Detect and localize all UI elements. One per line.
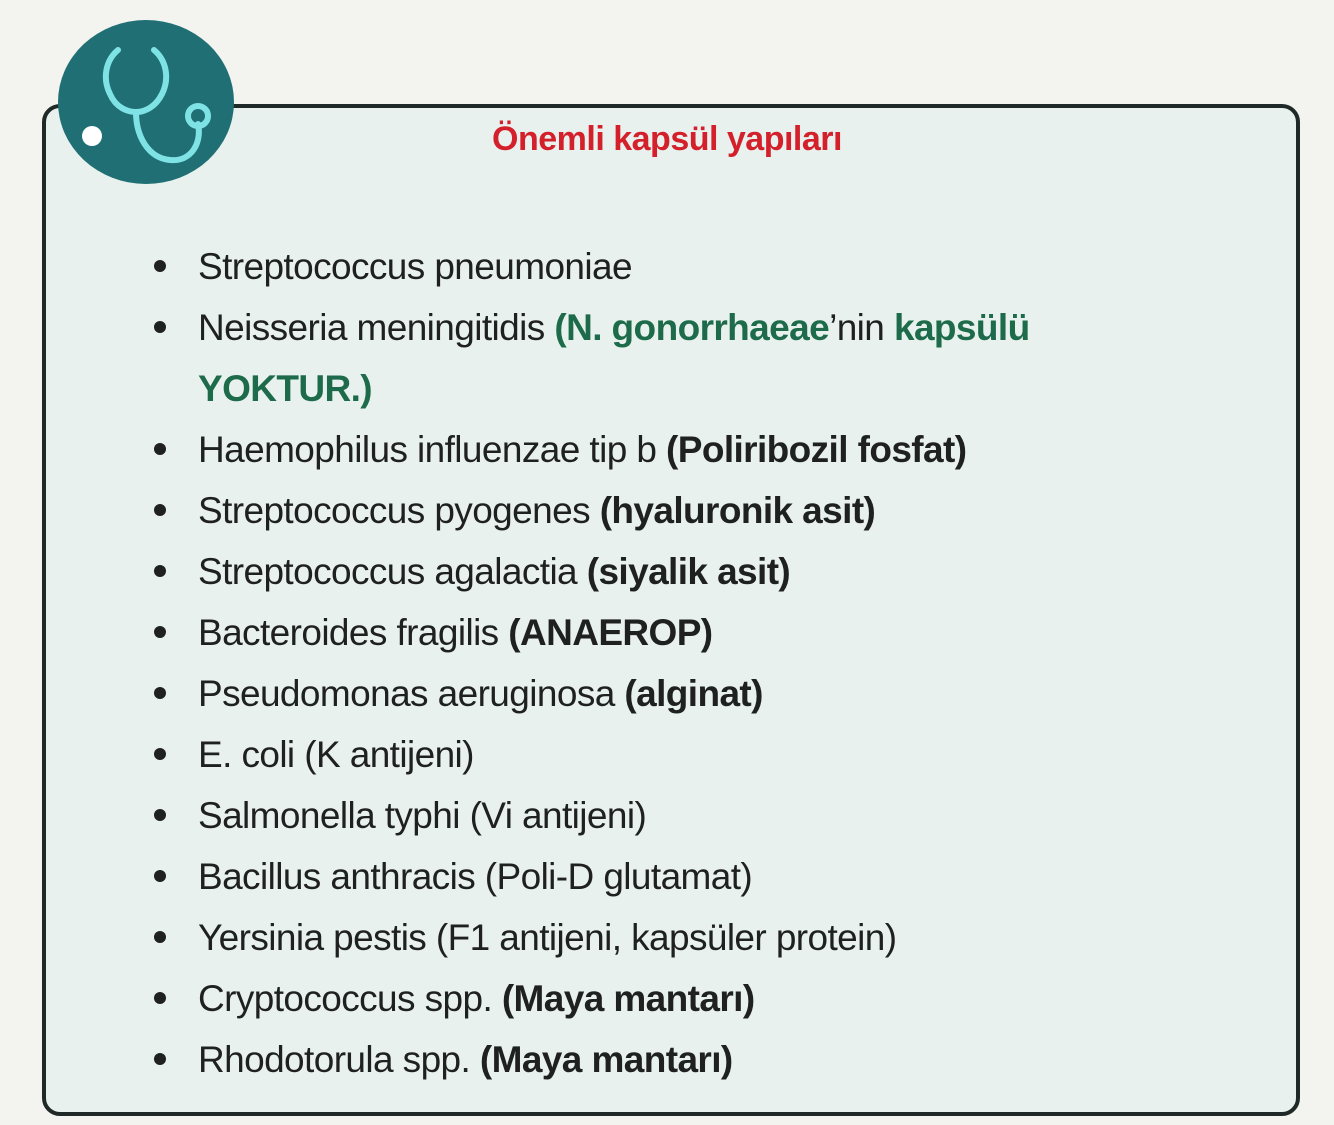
bullet-icon xyxy=(154,626,166,638)
organism-name: Neisseria meningitidis xyxy=(198,307,555,348)
bullet-icon xyxy=(154,1053,166,1065)
bullet-icon xyxy=(154,809,166,821)
bullet-icon xyxy=(154,687,166,699)
bullet-icon xyxy=(154,321,166,333)
organism-name: Yersinia pestis (F1 antijeni, kapsüler protein) xyxy=(198,917,897,958)
organism-name: Rhodotorula spp. xyxy=(198,1039,480,1080)
capsule-list xyxy=(148,236,1288,1090)
list-item xyxy=(148,236,1288,297)
bullet-icon xyxy=(154,870,166,882)
stethoscope-badge xyxy=(58,20,234,184)
capsule-type: (hyaluronik asit) xyxy=(599,490,876,531)
organism-name: Streptococcus agalactia xyxy=(198,551,587,592)
note-green: (N. gonorrhaeae xyxy=(554,307,830,348)
list-item xyxy=(148,419,1288,480)
list-item xyxy=(148,1029,1288,1090)
list-item xyxy=(148,968,1288,1029)
capsule-type: (Maya mantarı) xyxy=(479,1039,733,1080)
capsule-type: (ANAEROP) xyxy=(508,612,713,653)
bullet-icon xyxy=(154,992,166,1004)
note-plain: ’nin xyxy=(829,307,894,348)
note-green: kapsülü xyxy=(893,307,1030,348)
list-item xyxy=(148,785,1288,846)
capsule-type: (siyalik asit) xyxy=(586,551,791,592)
list-item xyxy=(148,663,1288,724)
list-item xyxy=(148,724,1288,785)
list-item xyxy=(148,602,1288,663)
organism-name: Haemophilus influenzae tip b xyxy=(198,429,667,470)
note-green: YOKTUR.) xyxy=(198,368,373,409)
organism-name: Streptococcus pyogenes xyxy=(198,490,600,531)
organism-name: Pseudomonas aeruginosa xyxy=(198,673,625,714)
capsule-type: (Maya mantarı) xyxy=(501,978,755,1019)
list-item xyxy=(148,297,1288,419)
capsule-type: (Poliribozil fosfat) xyxy=(666,429,967,470)
organism-name: Bacteroides fragilis xyxy=(198,612,509,653)
organism-name: E. coli (K antijeni) xyxy=(198,734,474,775)
organism-name: Salmonella typhi (Vi antijeni) xyxy=(198,795,647,836)
list-item xyxy=(148,480,1288,541)
stethoscope-icon xyxy=(58,20,234,184)
list-item xyxy=(148,541,1288,602)
list-item xyxy=(148,846,1288,907)
bullet-icon xyxy=(154,748,166,760)
bullet-icon xyxy=(154,931,166,943)
organism-name: Streptococcus pneumoniae xyxy=(198,246,632,287)
bullet-icon xyxy=(154,443,166,455)
organism-name: Bacillus anthracis (Poli-D glutamat) xyxy=(198,856,753,897)
organism-name: Cryptococcus spp. xyxy=(198,978,502,1019)
bullet-icon xyxy=(154,260,166,272)
bullet-icon xyxy=(154,565,166,577)
card-title: Önemli kapsül yapıları xyxy=(492,120,842,158)
capsule-type: (alginat) xyxy=(624,673,763,714)
list-item xyxy=(148,907,1288,968)
bullet-icon xyxy=(154,504,166,516)
